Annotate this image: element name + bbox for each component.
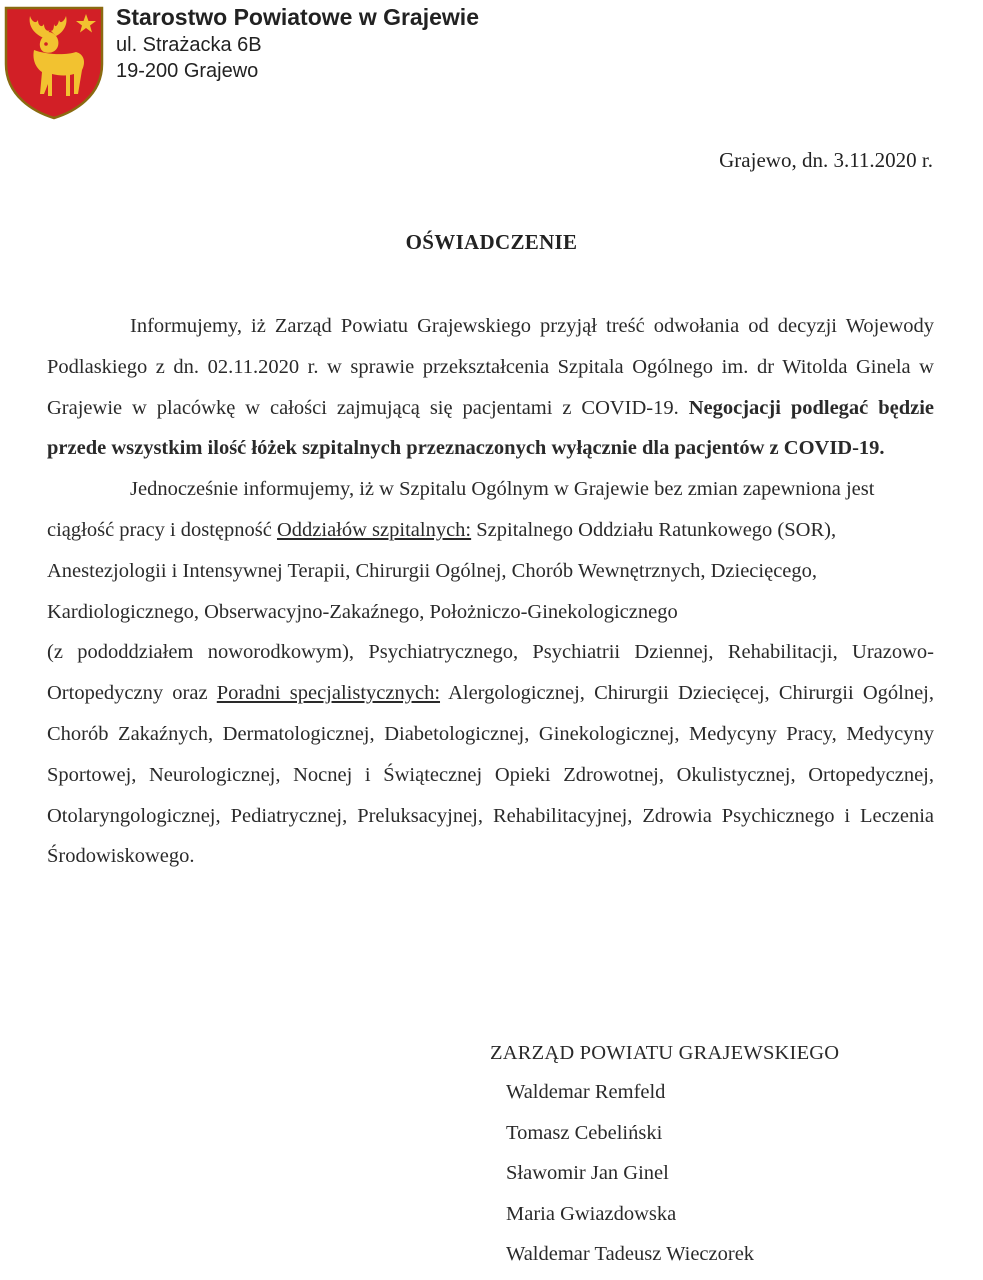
document-body <box>47 306 934 877</box>
paragraph-2-continued <box>47 632 934 877</box>
board-members-list <box>506 1072 839 1275</box>
paragraph-2 <box>47 469 934 632</box>
office-street: ul. Strażacka 6B <box>116 34 262 56</box>
board-member: Maria Gwiazdowska <box>506 1202 677 1225</box>
wards-list-part1: Szpitalnego Oddziału Ratunkowego (SOR), Anestezjologii i Intensywnej Terapii, Chirurgii Ogólnej, Chorób Wewnętrznych, Dziecięcego, Kardiologicznego, Obserwacyjno-Zakaźnego, Położniczo-Ginekologicznego <box>47 518 837 623</box>
paragraph-1-text: Informujemy, iż Zarząd Powiatu Grajewskiego przyjął treść odwołania od decyzji Wojewody Podlaskiego z dn. 02.11.2020 r. w sprawie przekształcenia Szpitala Ogólnego im. dr Witolda Ginela w Grajewie w placówkę w całości zajmującą się pacjentami z COVID-19. <box>47 315 934 419</box>
clinics-label: Poradni specjalistycznych: <box>216 682 441 705</box>
board-member: Sławomir Jan Ginel <box>506 1162 669 1184</box>
office-city: 19-200 Grajewo <box>116 60 259 82</box>
board-member: Waldemar Tadeusz Wieczorek <box>506 1243 755 1265</box>
board-signatures <box>490 1036 839 1275</box>
paragraph-1 <box>47 306 934 469</box>
document-title: OŚWIADCZENIE <box>405 230 578 254</box>
board-member: Tomasz Cebeliński <box>506 1121 663 1144</box>
document-date: Grajewo, dn. 3.11.2020 r. <box>719 148 933 172</box>
wards-list-part2: (z pododdziałem noworodkowym), Psychiatrycznego, Psychiatrii Dziennej, Rehabilitacji, Urazowo-Ortopedyczny oraz <box>47 641 934 705</box>
paragraph-2-intro: Jednocześnie informujemy, iż w Szpitalu Ogólnym w Grajewie bez zmian zapewniona jest ciągłość pracy i dostępność <box>47 478 875 541</box>
office-name: Starostwo Powiatowe w Grajewie <box>116 4 479 30</box>
board-title: ZARZĄD POWIATU GRAJEWSKIEGO <box>490 1042 840 1064</box>
wards-label: Oddziałów szpitalnych: <box>276 518 472 541</box>
board-member: Waldemar Remfeld <box>506 1081 666 1103</box>
paragraph-1-bold-text: Negocjacji podlegać będzie przede wszystkim ilość łóżek szpitalnych przeznaczonych wyłącznie dla pacjentów z COVID-19. <box>47 396 934 460</box>
office-header <box>116 2 479 84</box>
moose-coat-of-arms-icon <box>4 4 104 120</box>
clinics-list: Alergologicznej, Chirurgii Dziecięcej, Chirurgii Ogólnej, Chorób Zakaźnych, Dermatologicznej, Diabetologicznej, Ginekologicznej, Medycyny Pracy, Medycyny Sportowej, Neurologicznej, Nocnej i Świątecznej Opieki Zdrowotnej, Okulistycznej, Ortopedycznej, Otolaryngologicznej, Pediatrycznej, Preluksacyjnej, Rehabilitacyjnej, Zdrowia Psychicznego i Leczenia Środowiskowego. <box>47 682 934 868</box>
